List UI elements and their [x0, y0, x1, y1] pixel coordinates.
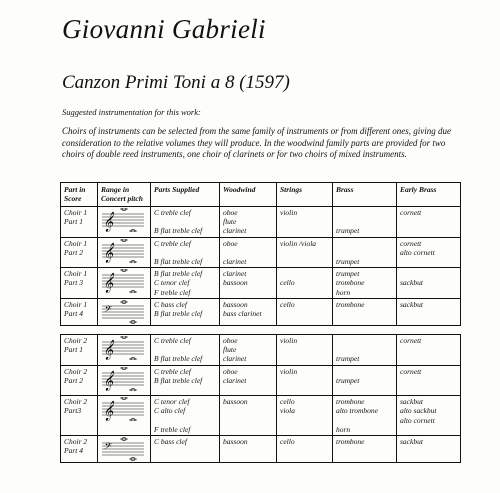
- brass-cell-line: alto trombone: [336, 406, 379, 416]
- woodwind-cell-line: [223, 288, 273, 297]
- parts-supplied-cell-line: B flat treble clef: [154, 375, 203, 385]
- strings-cell-line: [280, 257, 329, 266]
- parts-supplied-cell: [151, 298, 220, 325]
- treble-clef-range-staff-icon: [100, 239, 146, 263]
- treble-clef-range-staff-icon: [100, 269, 146, 293]
- brass-cell-line: trombone: [336, 397, 365, 407]
- early-brass-cell-line: [400, 425, 457, 434]
- strings-cell-line: [280, 385, 329, 394]
- parts-supplied-cell-line: B flat treble clef: [154, 256, 203, 266]
- early-brass-cell-line: cornett: [400, 336, 422, 345]
- early-brass-cell-line: [400, 217, 457, 226]
- strings-cell-line: [280, 248, 329, 257]
- part-cell-line: Part 1: [64, 217, 83, 227]
- part-cell: [61, 396, 98, 436]
- woodwind-cell-line: [223, 385, 273, 394]
- parts-supplied-cell: [151, 335, 220, 366]
- woodwind-cell-line: bassoon: [223, 299, 248, 309]
- woodwind-cell-line: bassoon: [223, 436, 248, 446]
- woodwind-cell-line: [223, 416, 273, 425]
- brass-cell-line: [336, 345, 393, 354]
- composer-name: Giovanni Gabrieli: [62, 14, 266, 44]
- early-brass-cell: [397, 237, 461, 268]
- parts-supplied-cell-line: C treble clef: [154, 238, 191, 248]
- woodwind-cell: [220, 335, 277, 366]
- part-cell-line: Choir 1: [64, 238, 88, 248]
- svg-text:𝄢: 𝄢: [103, 440, 111, 454]
- woodwind-cell: [220, 298, 277, 325]
- early-brass-cell-line: cornett: [400, 238, 422, 248]
- early-brass-cell-line: cornett: [400, 366, 422, 376]
- suggested-label: Suggested instrumentation for this work:: [62, 107, 201, 117]
- woodwind-cell-line: clarinet: [223, 256, 247, 266]
- parts-supplied-cell: [151, 435, 220, 462]
- strings-cell-line: [280, 269, 329, 278]
- strings-cell-line: cello: [280, 436, 295, 446]
- early-brass-cell-line: alto cornett: [400, 415, 435, 425]
- woodwind-cell-line: oboe: [223, 336, 238, 345]
- part-cell: [61, 268, 98, 299]
- brass-cell: [333, 365, 397, 396]
- treble-clef-range-staff-icon: [100, 336, 146, 360]
- strings-cell-line: [280, 288, 329, 297]
- strings-cell-line: cello: [280, 299, 295, 309]
- brass-cell-line: trumpet: [336, 375, 360, 385]
- brass-cell-line: trumpet: [336, 269, 360, 279]
- early-brass-cell-line: [400, 309, 457, 318]
- parts-supplied-cell-line: C bass clef: [154, 299, 187, 309]
- range-cell: [98, 365, 151, 396]
- strings-cell-line: [280, 354, 329, 363]
- brass-cell: [333, 207, 397, 238]
- early-brass-cell-line: [400, 345, 457, 354]
- woodwind-cell-line: flute: [223, 217, 237, 227]
- bass-clef-range-staff-icon: [100, 437, 146, 461]
- table-row: [61, 298, 461, 325]
- brass-cell: [333, 268, 397, 299]
- part-cell-line: Part 4: [64, 446, 83, 456]
- strings-cell-line: violin: [280, 208, 298, 217]
- brass-cell: [333, 396, 397, 436]
- table-row: [61, 237, 461, 268]
- header-woodwind: Woodwind: [220, 183, 277, 207]
- brass-cell-line: trumpet: [336, 226, 360, 236]
- parts-supplied-cell: [151, 268, 220, 299]
- strings-cell-line: [280, 376, 329, 385]
- part-cell-line: Choir 2: [64, 436, 88, 446]
- brass-cell: [333, 435, 397, 462]
- early-brass-cell-line: [400, 385, 457, 394]
- parts-supplied-cell-line: [154, 345, 216, 354]
- parts-supplied-cell-line: [154, 217, 216, 226]
- brass-cell-line: [336, 208, 393, 217]
- work-title: Canzon Primi Toni a 8 (1597): [62, 72, 290, 93]
- part-cell: [61, 298, 98, 325]
- svg-text:𝄞: 𝄞: [103, 212, 114, 232]
- part-cell-line: Choir 2: [64, 366, 88, 376]
- woodwind-cell-line: clarinet: [223, 375, 247, 385]
- brass-cell: [333, 335, 397, 366]
- range-cell: [98, 298, 151, 325]
- svg-text:𝄞: 𝄞: [103, 273, 114, 294]
- strings-cell: [277, 298, 333, 325]
- strings-cell: [277, 435, 333, 462]
- brass-cell-line: trumpet: [336, 354, 360, 364]
- woodwind-cell-line: flute: [223, 345, 237, 355]
- parts-supplied-cell-line: F treble clef: [154, 287, 191, 297]
- woodwind-cell-line: clarinet: [223, 354, 247, 364]
- strings-cell: [277, 207, 333, 238]
- part-cell-line: Choir 1: [64, 269, 88, 279]
- part-cell: [61, 237, 98, 268]
- early-brass-cell-line: alto sackbut: [400, 406, 437, 416]
- woodwind-cell-line: oboe: [223, 238, 238, 248]
- strings-cell-line: [280, 345, 329, 354]
- part-cell-line: Choir 1: [64, 299, 88, 309]
- range-cell: [98, 435, 151, 462]
- treble-clef-range-staff-icon: [100, 208, 146, 232]
- table-row: [61, 268, 461, 299]
- early-brass-cell: [397, 298, 461, 325]
- header-range: Range in Concert pitch: [98, 183, 151, 207]
- parts-supplied-cell-line: [154, 385, 216, 394]
- strings-cell-line: [280, 217, 329, 226]
- header-early-brass: Early Brass: [397, 183, 461, 207]
- header-part: Part in Score: [61, 183, 98, 207]
- parts-supplied-cell-line: B flat treble clef: [154, 308, 203, 318]
- range-cell: [98, 268, 151, 299]
- woodwind-cell-line: [223, 425, 273, 434]
- early-brass-cell-line: sackbut: [400, 436, 423, 446]
- brass-cell-line: [336, 239, 393, 248]
- parts-supplied-cell: [151, 237, 220, 268]
- treble-clef-range-staff-icon: [100, 367, 146, 391]
- part-cell-line: Choir 2: [64, 336, 88, 345]
- early-brass-cell-line: [400, 257, 457, 266]
- intro-paragraph: Choirs of instruments can be selected from the same family of instruments or from different ones, giving due consideration to the relative volumes they will produce. In the woodwind family parts are provided for two choirs of double reed instruments, one choir of clarinets or for two choirs of mixed instruments.: [62, 126, 451, 159]
- part-cell-line: Choir 2: [64, 397, 88, 407]
- woodwind-cell: [220, 237, 277, 268]
- part-cell-line: Part 1: [64, 345, 83, 355]
- strings-cell-line: [280, 416, 329, 425]
- early-brass-cell: [397, 268, 461, 299]
- woodwind-cell-line: clarinet: [223, 269, 247, 279]
- early-brass-cell: [397, 435, 461, 462]
- parts-supplied-cell-line: C tenor clef: [154, 278, 190, 288]
- part-cell-line: Part 2: [64, 375, 83, 385]
- early-brass-cell-line: cornett: [400, 208, 422, 217]
- svg-text:𝄢: 𝄢: [103, 303, 111, 317]
- strings-cell: [277, 396, 333, 436]
- instrumentation-table-choir-2: [60, 334, 461, 463]
- strings-cell-line: violin /viola: [280, 238, 317, 248]
- part-cell-line: Part3: [64, 406, 82, 416]
- treble-clef-range-staff-icon: [100, 397, 146, 421]
- strings-cell-line: cello: [280, 397, 295, 407]
- instrumentation-table-choir-1: [60, 182, 461, 326]
- early-brass-cell: [397, 335, 461, 366]
- parts-supplied-cell: [151, 207, 220, 238]
- header-brass: Brass: [333, 183, 397, 207]
- early-brass-cell-line: sackbut: [400, 299, 423, 309]
- strings-cell-line: [280, 309, 329, 318]
- strings-cell: [277, 268, 333, 299]
- brass-cell: [333, 298, 397, 325]
- strings-cell-line: violin: [280, 336, 298, 345]
- table-row: [61, 396, 461, 436]
- strings-cell-line: viola: [280, 406, 295, 416]
- early-brass-cell: [397, 396, 461, 436]
- table-row: [61, 335, 461, 366]
- range-cell: [98, 237, 151, 268]
- early-brass-cell-line: [400, 269, 457, 278]
- early-brass-cell-line: [400, 354, 457, 363]
- part-cell: [61, 365, 98, 396]
- woodwind-cell-line: oboe: [223, 366, 238, 376]
- parts-supplied-cell-line: C treble clef: [154, 366, 191, 376]
- brass-cell: [333, 237, 397, 268]
- woodwind-cell: [220, 396, 277, 436]
- part-cell: [61, 335, 98, 366]
- early-brass-cell-line: alto cornett: [400, 247, 435, 257]
- part-cell-line: Choir 1: [64, 208, 88, 217]
- brass-cell-line: horn: [336, 424, 351, 434]
- svg-text:𝄞: 𝄞: [103, 242, 114, 263]
- woodwind-cell: [220, 268, 277, 299]
- parts-supplied-cell-line: C tenor clef: [154, 397, 190, 407]
- part-cell-line: Part 2: [64, 247, 83, 257]
- parts-supplied-cell-line: [154, 248, 216, 257]
- brass-cell-line: [336, 367, 393, 376]
- early-brass-cell-line: sackbut: [400, 397, 423, 407]
- woodwind-cell-line: bassoon: [223, 278, 248, 288]
- brass-cell-line: [336, 217, 393, 226]
- strings-cell: [277, 365, 333, 396]
- early-brass-cell-line: [400, 376, 457, 385]
- woodwind-cell-line: clarinet: [223, 226, 247, 236]
- table-row: [61, 207, 461, 238]
- part-cell: [61, 207, 98, 238]
- strings-cell: [277, 335, 333, 366]
- woodwind-cell-line: bassoon: [223, 397, 248, 407]
- part-cell-line: Part 4: [64, 308, 83, 318]
- range-cell: [98, 396, 151, 436]
- svg-text:𝄞: 𝄞: [103, 370, 114, 391]
- table-header-row: [61, 183, 461, 207]
- part-cell-line: Part 3: [64, 278, 83, 288]
- woodwind-cell: [220, 207, 277, 238]
- strings-cell-line: [280, 425, 329, 434]
- parts-supplied-cell-line: F treble clef: [154, 424, 191, 434]
- parts-supplied-cell: [151, 396, 220, 436]
- woodwind-cell-line: oboe: [223, 208, 238, 217]
- parts-supplied-cell: [151, 365, 220, 396]
- brass-cell-line: trombone: [336, 299, 365, 309]
- range-cell: [98, 335, 151, 366]
- parts-supplied-cell-line: C alto clef: [154, 406, 186, 416]
- woodwind-cell-line: [223, 248, 273, 257]
- brass-cell-line: [336, 385, 393, 394]
- parts-supplied-cell-line: C treble clef: [154, 336, 191, 345]
- brass-cell-line: trombone: [336, 436, 365, 446]
- strings-cell-line: [280, 226, 329, 235]
- early-brass-cell-line: [400, 288, 457, 297]
- range-cell: [98, 207, 151, 238]
- strings-cell-line: violin: [280, 366, 298, 376]
- brass-cell-line: [336, 309, 393, 318]
- woodwind-cell-line: [223, 406, 273, 415]
- part-cell: [61, 435, 98, 462]
- table-row: [61, 435, 461, 462]
- header-parts-supplied: Parts Supplied: [151, 183, 220, 207]
- woodwind-cell: [220, 435, 277, 462]
- brass-cell-line: trombone: [336, 278, 365, 288]
- early-brass-cell-line: sackbut: [400, 278, 423, 288]
- brass-cell-line: [336, 416, 393, 425]
- table-row: [61, 365, 461, 396]
- brass-cell-line: trumpet: [336, 256, 360, 266]
- parts-supplied-cell-line: B flat treble clef: [154, 226, 203, 236]
- svg-text:𝄞: 𝄞: [103, 340, 114, 360]
- parts-supplied-cell-line: C bass clef: [154, 436, 187, 446]
- bass-clef-range-staff-icon: [100, 300, 146, 324]
- brass-cell-line: horn: [336, 287, 351, 297]
- parts-supplied-cell-line: C treble clef: [154, 208, 191, 217]
- woodwind-cell-line: bass clarinet: [223, 308, 262, 318]
- woodwind-cell: [220, 365, 277, 396]
- strings-cell: [277, 237, 333, 268]
- early-brass-cell-line: [400, 226, 457, 235]
- brass-cell-line: [336, 336, 393, 345]
- parts-supplied-cell-line: B flat treble clef: [154, 354, 203, 364]
- early-brass-cell: [397, 365, 461, 396]
- svg-text:𝄞: 𝄞: [103, 401, 114, 422]
- parts-supplied-cell-line: B flat treble clef: [154, 269, 203, 279]
- brass-cell-line: [336, 248, 393, 257]
- parts-supplied-cell-line: [154, 416, 216, 425]
- strings-cell-line: cello: [280, 278, 295, 288]
- early-brass-cell: [397, 207, 461, 238]
- header-strings: Strings: [277, 183, 333, 207]
